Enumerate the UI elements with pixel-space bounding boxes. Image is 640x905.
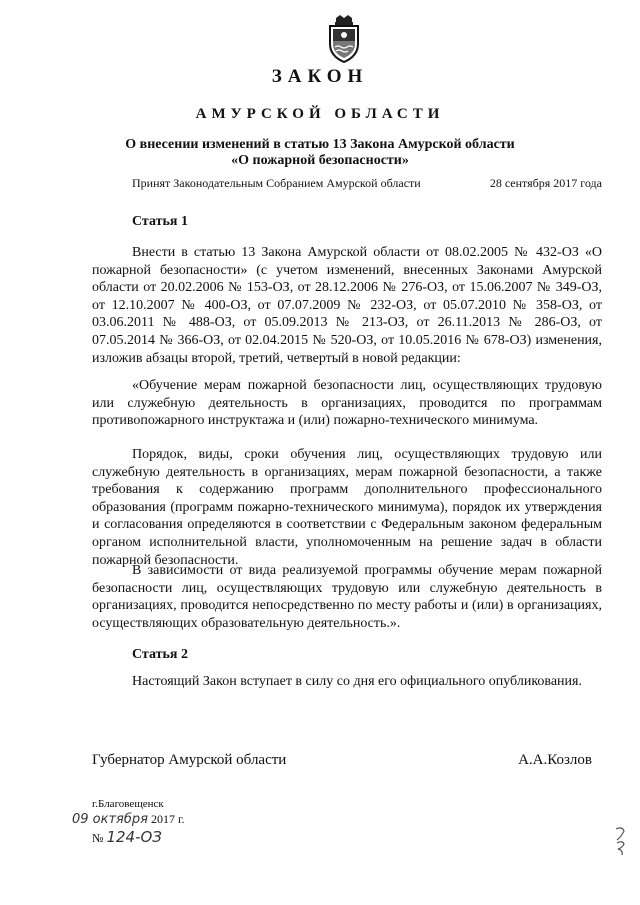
- article-1-heading: Статья 1: [132, 214, 188, 229]
- article-2-paragraph-1: Настоящий Закон вступает в силу со дня его официального опубликования.: [132, 674, 582, 689]
- handwritten-day-month: 09 октября: [72, 812, 148, 827]
- article-2-heading: Статья 2: [132, 647, 188, 662]
- law-title: ЗАКОН: [271, 66, 369, 87]
- article-1-paragraph-3: Порядок, виды, сроки обучения лиц, осуществляющих трудовую или служебную деятельность в организациях, мерам пожарной безопасности, а также требования к содержанию программ дополнительного профессионального образования (программ пожарно-технического минимума), порядок их утверждения и согласования определяются в соответствии с Федеральным законом федеральным органом исполнительной власти, уполномоченным на решение задач в области пожарной безопасности.: [92, 447, 602, 568]
- law-subject: [0, 137, 640, 169]
- governor-title: Губернатор Амурской области: [92, 752, 287, 768]
- signing-date: [72, 812, 185, 827]
- adopted-by: Принят Законодательным Собранием Амурской области: [132, 176, 421, 190]
- signing-year: 2017 г.: [150, 812, 185, 826]
- subject-line-2: «О пожарной безопасности»: [231, 153, 409, 168]
- amur-coat-of-arms-icon: [322, 14, 366, 64]
- region-title: АМУРСКОЙ ОБЛАСТИ: [195, 106, 445, 122]
- subject-line-1: О внесении изменений в статью 13 Закона Амурской области: [125, 137, 515, 152]
- article-1-paragraph-2: «Обучение мерам пожарной безопасности лиц, осуществляющих трудовую или служебную деятельность в организациях, проводится по программам противопожарного инструктажа и (или) пожарно-технического минимума.: [92, 378, 602, 429]
- law-number: [92, 828, 162, 846]
- adopted-date: 28 сентября 2017 года: [489, 176, 602, 190]
- article-1-paragraph-4: В зависимости от вида реализуемой программы обучение мерам пожарной безопасности лиц, осуществляющих трудовую или служебную деятельность в организациях, проводится непосредственно по месту работы и (или) в организациях, осуществляющих образовательную деятельность.».: [92, 563, 602, 631]
- number-prefix: №: [92, 831, 104, 845]
- handwritten-mark-icon: [612, 825, 628, 859]
- city-label: г.Благовещенск: [92, 798, 164, 810]
- handwritten-number: 124-ОЗ: [106, 828, 162, 846]
- article-1-paragraph-1: Внести в статью 13 Закона Амурской области от 08.02.2005 № 432-ОЗ «О пожарной безопасности» (с учетом изменений, внесенных Законами Амурской области от 20.02.2006 № 153-ОЗ, от 28.12.2006 № 276-ОЗ, от 15.06.2007 № 349-ОЗ, от 12.10.2007 № 400-ОЗ, от 07.07.2009 № 232-ОЗ, от 05.07.2010 № 358-ОЗ, от 03.06.2011 № 488-ОЗ, от 05.09.2013 № 213-ОЗ, от 26.11.2013 № 286-ОЗ, от 07.05.2014 № 366-ОЗ, от 02.04.2015 № 520-ОЗ, от 10.05.2016 № 678-ОЗ) изменения, изложив абзацы второй, третий, четвертый в новой редакции:: [92, 245, 602, 366]
- governor-name: А.А.Козлов: [518, 752, 592, 768]
